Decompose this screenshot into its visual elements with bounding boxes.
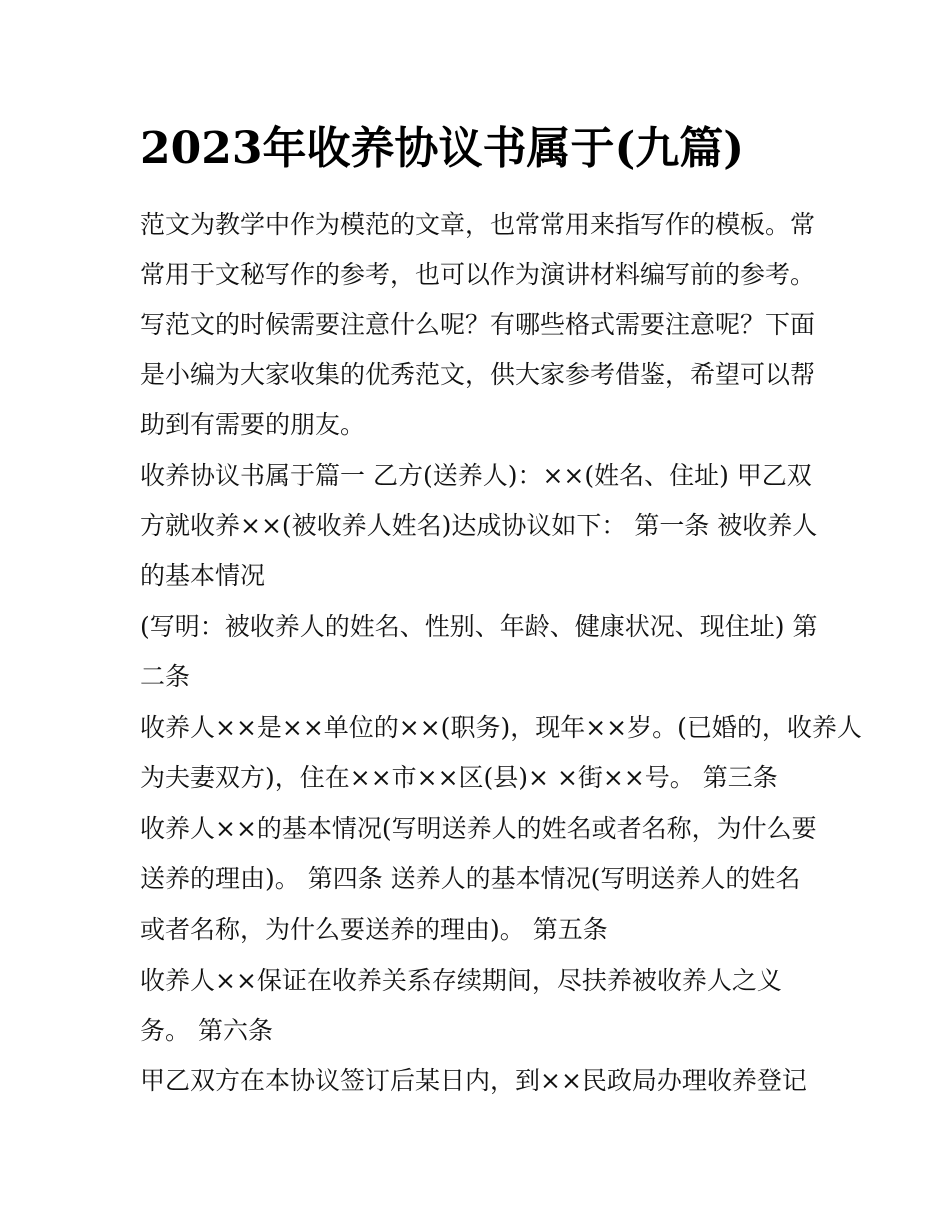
body-line: 范文为教学中作为模范的文章，也常常用来指写作的模板。常	[140, 210, 816, 239]
body-line: 送养的理由)。 第四条 送养人的基本情况(写明送养人的姓名	[140, 864, 801, 893]
body-line: (写明：被收养人的姓名、性别、年龄、健康状况、现住址) 第	[140, 612, 818, 641]
body-line: 为夫妻双方)，住在××市××区(县)× ×街××号。 第三条	[140, 763, 778, 792]
body-line: 助到有需要的朋友。	[140, 410, 366, 439]
document-title: 2023年收养协议书属于(九篇)	[140, 123, 745, 174]
body-line: 收养协议书属于篇一 乙方(送养人)：××(姓名、住址) 甲乙双	[140, 461, 812, 490]
body-line: 甲乙双方在本协议签订后某日内，到××民政局办理收养登记	[140, 1066, 807, 1095]
body-line: 常用于文秘写作的参考，也可以作为演讲材料编写前的参考。	[140, 260, 816, 289]
body-line: 是小编为大家收集的优秀范文，供大家参考借鉴，希望可以帮	[140, 360, 816, 389]
body-line: 收养人××保证在收养关系存续期间，尽扶养被收养人之义	[140, 966, 782, 995]
body-line: 或者名称，为什么要送养的理由)。 第五条	[140, 915, 608, 944]
body-line: 收养人××的基本情况(写明送养人的姓名或者名称，为什么要	[140, 814, 817, 843]
body-line: 务。 第六条	[140, 1016, 273, 1045]
body-line: 方就收养××(被收养人姓名)达成协议如下： 第一条 被收养人	[140, 511, 818, 540]
body-line: 收养人××是××单位的××(职务)，现年××岁。(已婚的，收养人	[140, 713, 862, 742]
body-line: 写范文的时候需要注意什么呢？有哪些格式需要注意呢？下面	[140, 310, 816, 339]
body-line: 二条	[140, 662, 191, 691]
body-line: 的基本情况	[140, 561, 266, 590]
